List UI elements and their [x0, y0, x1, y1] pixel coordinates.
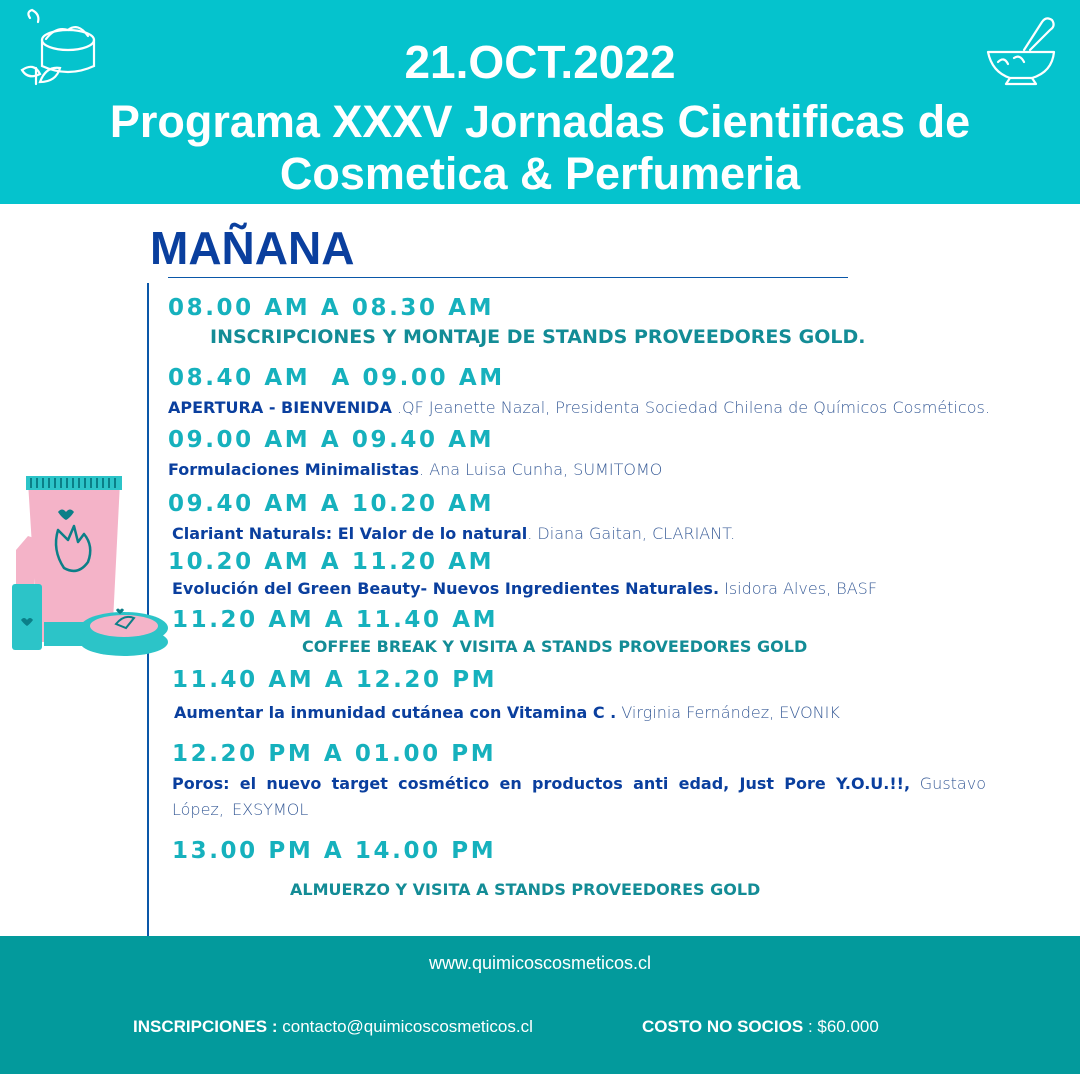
cost-value: : $60.000	[803, 1017, 879, 1036]
inscripciones-info	[133, 1016, 533, 1038]
event-date: 21.OCT.2022	[404, 36, 676, 88]
time-slot-9: 13.00 PM A 14.00 PM	[172, 838, 497, 864]
talk-2-title: APERTURA - BIENVENIDA	[168, 398, 392, 417]
divider	[168, 277, 848, 278]
talk-5-speaker: Isidora Alves, BASF	[719, 579, 878, 598]
talk-8-speaker: Gustavo López, EXSYMOL	[172, 774, 986, 819]
contact-email[interactable]: contacto@quimicoscosmeticos.cl	[277, 1017, 533, 1036]
talk-7	[174, 700, 1034, 726]
time-slot-2: 08.40 AM A 09.00 AM	[168, 365, 505, 391]
talk-8	[172, 771, 986, 823]
talk-4-title: Clariant Naturals: El Valor de lo natural	[172, 524, 528, 543]
talk-2	[168, 395, 1048, 421]
cost-info	[642, 1016, 879, 1038]
section-title: MAÑANA	[150, 222, 355, 274]
talk-2-speaker: .QF Jeanette Nazal, Presidenta Sociedad Chilena de Químicos Cosméticos.	[391, 398, 990, 417]
cost-label: COSTO NO SOCIOS	[642, 1017, 804, 1036]
talk-5	[172, 576, 1032, 602]
time-slot-1: 08.00 AM A 08.30 AM	[168, 295, 495, 321]
talk-4-speaker: . Diana Gaitan, CLARIANT.	[527, 524, 736, 543]
time-slot-5: 10.20 AM A 11.20 AM	[168, 549, 495, 575]
time-slot-8: 12.20 PM A 01.00 PM	[172, 741, 497, 767]
talk-3-title: Formulaciones Minimalistas	[168, 460, 420, 479]
registration-note: INSCRIPCIONES Y MONTAJE DE STANDS PROVEEDORES GOLD.	[210, 326, 866, 348]
coffee-break-note: COFFEE BREAK Y VISITA A STANDS PROVEEDORES GOLD	[302, 637, 808, 656]
time-slot-6: 11.20 AM A 11.40 AM	[172, 607, 499, 633]
inscripciones-label: INSCRIPCIONES :	[133, 1017, 278, 1036]
title-line-1: Programa XXXV Jornadas Cientificas de	[109, 96, 971, 147]
time-slot-7: 11.40 AM A 12.20 PM	[172, 667, 498, 693]
cosmetics-illustration	[8, 472, 172, 662]
title-line-2: Cosmetica & Perfumeria	[279, 148, 801, 199]
talk-5-title: Evolución del Green Beauty- Nuevos Ingredientes Naturales.	[172, 579, 720, 598]
footer	[0, 936, 1080, 1074]
page-title	[40, 96, 1040, 200]
mortar-pestle-icon	[984, 14, 1060, 86]
talk-7-title: Aumentar la inmunidad cutánea con Vitamina C .	[174, 703, 617, 722]
talk-4	[172, 521, 1032, 547]
time-slot-4: 09.40 AM A 10.20 AM	[168, 491, 495, 517]
website-link[interactable]: www.quimicoscosmeticos.cl	[428, 953, 652, 973]
header-banner	[0, 0, 1080, 204]
time-slot-3: 09.00 AM A 09.40 AM	[168, 427, 495, 453]
talk-3-speaker: . Ana Luisa Cunha, SUMITOMO	[419, 460, 663, 479]
talk-3	[168, 457, 1028, 483]
talk-8-title: Poros: el nuevo target cosmético en productos anti edad, Just Pore Y.O.U.!!,	[172, 774, 911, 793]
lunch-note: ALMUERZO Y VISITA A STANDS PROVEEDORES GOLD	[290, 880, 761, 899]
talk-7-speaker: Virginia Fernández, EVONIK	[616, 703, 840, 722]
